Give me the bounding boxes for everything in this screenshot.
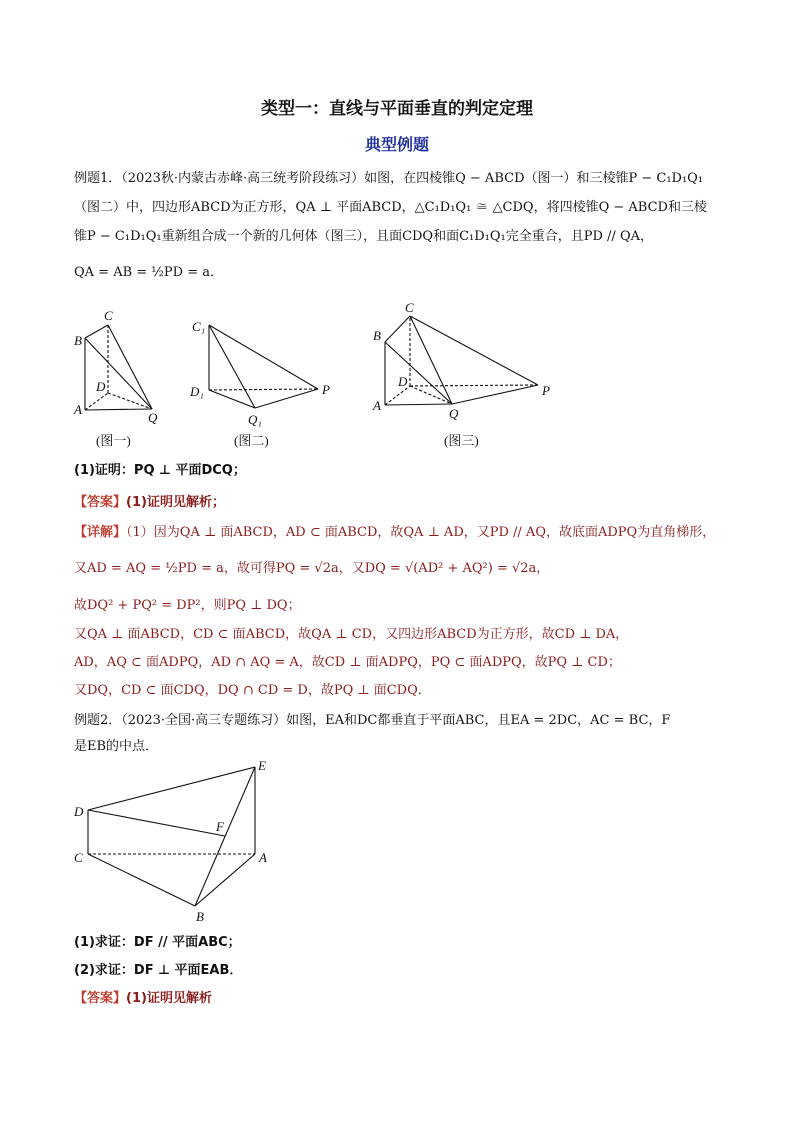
fig2-caption: (图二): [234, 433, 269, 448]
figure-example2: [0, 758, 794, 928]
fig4-point-d: D: [74, 804, 84, 819]
example2-question2: (2)求证：DF ⊥ 平面EAB．: [74, 963, 243, 978]
example1-question1: (1)证明：PQ ⊥ 平面DCQ；: [74, 463, 246, 478]
example1-detail-line3: 故DQ² + PQ² = DP²，则PQ ⊥ DQ；: [74, 598, 301, 613]
example1-line4: QA = AB = ½PD = a．: [74, 265, 223, 280]
example1-line1: 例题1．（2023秋·内蒙古赤峰·高三统考阶段练习）如图，在四棱锥Q − ABCD（图一）和三棱锥P − C₁D₁Q₁: [74, 171, 704, 186]
example1-line3: 锥P − C₁D₁Q₁重新组合成一个新的几何体（图三），且面CDQ和面C₁D₁Q₁完全重合，且PD // QA，: [74, 229, 653, 244]
fig3-point-a: A: [373, 398, 381, 413]
example2-line2: 是EB的中点．: [74, 739, 159, 754]
fig1-caption: (图一): [96, 433, 131, 448]
fig3-point-q: Q: [449, 406, 459, 421]
example1-detail-line1: 【详解】（1）因为QA ⊥ 面ABCD，AD ⊂ 面ABCD，故QA ⊥ AD，又PD // AQ，故底面ADPQ为直角梯形，: [74, 525, 716, 540]
answer-tag: 【答案】: [74, 495, 127, 510]
figures-example1: [0, 298, 794, 458]
example1-line2: （图二）中，四边形ABCD为正方形，QA ⊥ 平面ABCD，△C₁D₁Q₁ ≅ △CDQ，将四棱锥Q − ABCD和三棱: [74, 200, 707, 215]
fig1-point-d: D: [96, 379, 106, 394]
fig1-point-a: A: [74, 402, 82, 417]
fig3-point-c: C: [405, 300, 414, 315]
fig1-point-b: B: [74, 333, 82, 348]
example1-detail-line4: 又QA ⊥ 面ABCD，CD ⊂ 面ABCD，故QA ⊥ CD，又四边形ABCD为正方形，故CD ⊥ DA，: [74, 627, 629, 642]
example1-detail-line6: 又DQ，CD ⊂ 面CDQ，DQ ∩ CD = D，故PQ ⊥ 面CDQ．: [74, 683, 431, 698]
example2-question1: (1)求证：DF // 平面ABC；: [74, 935, 241, 950]
section-subtitle: 典型例题: [364, 135, 429, 154]
fig3-point-p: P: [542, 383, 550, 398]
example2-answer: 【答案】(1)证明见解析: [74, 991, 212, 1006]
fig4-point-b: B: [196, 909, 204, 924]
fig1-point-c: C: [104, 308, 113, 323]
page-title: 类型一：直线与平面垂直的判定定理: [261, 99, 533, 119]
fig4-point-e: E: [258, 758, 266, 773]
fig4-point-a: A: [259, 850, 267, 865]
fig1-point-q: Q: [148, 410, 158, 425]
example1-detail-line2: 又AD = AQ = ½PD = a，故可得PQ = √2a，又DQ = √(AD² + AQ²) = √2a，: [74, 561, 550, 576]
fig2-point-d1: D₁: [190, 384, 204, 399]
fig3-point-b: B: [373, 328, 381, 343]
fig2-point-p: P: [322, 382, 330, 397]
fig3-caption: (图三): [444, 433, 479, 448]
fig2-point-c1: C₁: [192, 319, 206, 334]
answer-tag: 【答案】: [74, 991, 127, 1006]
fig4-point-f: F: [216, 819, 224, 834]
detail-tag: 【详解】: [74, 525, 127, 540]
example1-detail-line5: AD，AQ ⊂ 面ADPQ，AD ∩ AQ = A，故CD ⊥ 面ADPQ，PQ ⊂ 面ADPQ，故PQ ⊥ CD；: [74, 655, 621, 670]
example2-line1: 例题2．（2023·全国·高三专题练习）如图，EA和DC都垂直于平面ABC，且EA = 2DC，AC = BC，F: [74, 713, 671, 728]
example1-answer: 【答案】(1)证明见解析；: [74, 495, 225, 510]
fig3-point-d: D: [398, 374, 408, 389]
fig2-point-q1: Q₁: [248, 412, 262, 427]
fig4-point-c: C: [74, 850, 83, 865]
